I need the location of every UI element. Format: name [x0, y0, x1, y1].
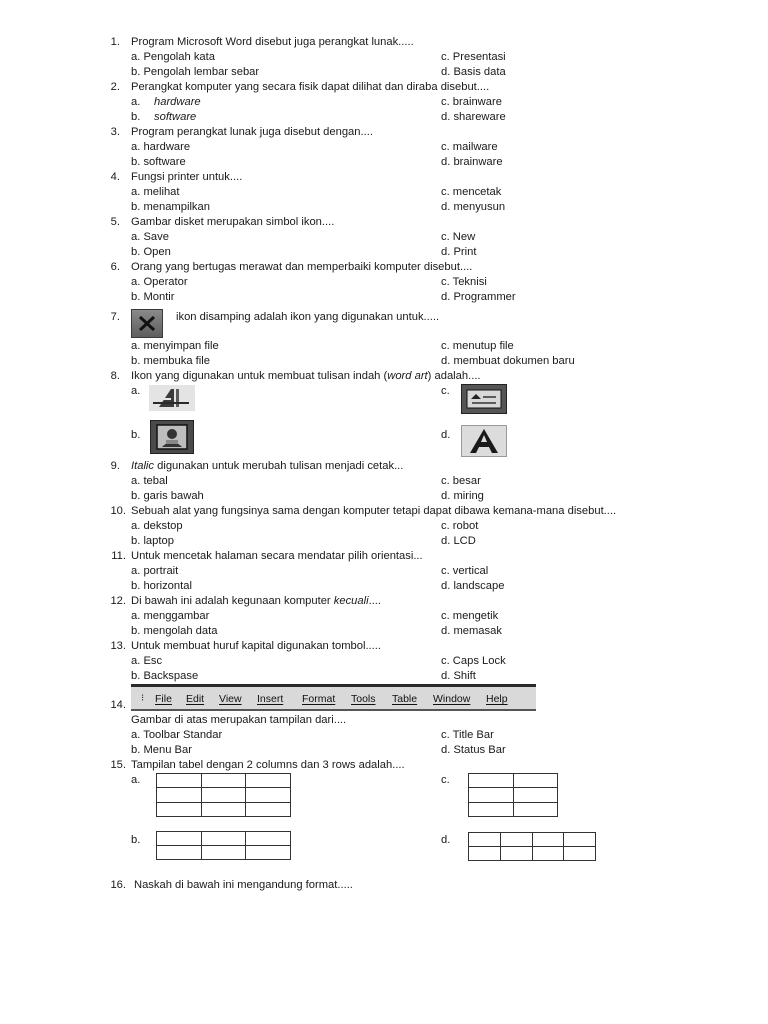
menu-table: Table — [392, 693, 418, 705]
q13-option-c: c. Caps Lock — [441, 655, 506, 667]
q1-option-d: d. Basis data — [441, 66, 506, 78]
q15-text: Tampilan tabel dengan 2 columns dan 3 rows adalah.... — [131, 759, 405, 771]
q2-option-b: software — [154, 111, 197, 123]
q12-option-b: b. mengolah data — [131, 625, 218, 637]
q14-text: Gambar di atas merupakan tampilan dari.... — [131, 714, 347, 726]
q2-option-a-prefix: a. — [131, 96, 141, 108]
q8-option-c: c. — [441, 385, 450, 397]
q1-option-b: b. Pengolah lembar sebar — [131, 66, 260, 78]
q1-text: Program Microsoft Word disebut juga perangkat lunak..... — [131, 36, 414, 48]
q8-text — [131, 369, 481, 383]
q10-text: Sebuah alat yang fungsinya sama dengan komputer tetapi dapat dibawa kemana-mana disebut.... — [131, 505, 617, 517]
q7-text: ikon disamping adalah ikon yang digunakan untuk..... — [176, 311, 440, 323]
menu-bar-image — [131, 684, 536, 711]
q12-number: 12. — [110, 595, 126, 607]
q3-option-b: b. software — [131, 156, 186, 168]
q4-number: 4. — [110, 171, 120, 183]
q6-option-d: d. Programmer — [441, 291, 516, 303]
q9-text-italic: Italic — [131, 460, 155, 472]
q11-option-b: b. horizontal — [131, 580, 192, 592]
q12-text-pre: Di bawah ini adalah kegunaan komputer — [131, 595, 334, 607]
q2-option-c: c. brainware — [441, 96, 502, 108]
q11-option-c: c. vertical — [441, 565, 489, 577]
q10-option-b: b. laptop — [131, 535, 174, 547]
q6-number: 6. — [110, 261, 120, 273]
q2-option-a: hardware — [154, 96, 201, 108]
q7-option-d: d. membuat dokumen baru — [441, 355, 575, 367]
q10-number: 10. — [110, 505, 126, 517]
q14-option-c: c. Title Bar — [441, 729, 494, 741]
q12-text-post: .... — [368, 595, 382, 607]
q15-option-d: d. — [441, 834, 451, 846]
q15-option-b: b. — [131, 834, 141, 846]
q4-option-d: d. menyusun — [441, 201, 506, 213]
q9-option-d: d. miring — [441, 490, 484, 502]
text-box-icon — [461, 384, 507, 414]
menu-view: View — [219, 693, 242, 705]
q11-option-d: d. landscape — [441, 580, 505, 592]
q13-option-a: a. Esc — [131, 655, 163, 667]
q7-number: 7. — [110, 311, 120, 323]
q9-text-post: digunakan untuk merubah tulisan menjadi cetak... — [154, 460, 404, 472]
q6-option-b: b. Montir — [131, 291, 175, 303]
q16-text: Naskah di bawah ini mengandung format..... — [134, 879, 353, 891]
q13-text: Untuk membuat huruf kapital digunakan tombol..... — [131, 640, 381, 652]
q11-text: Untuk mencetak halaman secara mendatar pilih orientasi... — [131, 550, 423, 562]
q9-text — [131, 459, 403, 473]
menu-window: Window — [433, 693, 471, 705]
q5-option-b: b. Open — [131, 246, 171, 258]
q3-option-c: c. mailware — [441, 141, 498, 153]
q8-option-b: b. — [131, 429, 141, 441]
q2-option-d: d. shareware — [441, 111, 506, 123]
q3-option-a: a. hardware — [131, 141, 191, 153]
q13-number: 13. — [110, 640, 126, 652]
q12-text — [131, 594, 381, 608]
q15-option-a: a. — [131, 774, 141, 786]
q9-number: 9. — [110, 460, 120, 472]
q9-option-c: c. besar — [441, 475, 481, 487]
q13-option-d: d. Shift — [441, 670, 476, 682]
q5-option-d: d. Print — [441, 246, 477, 258]
q2-number: 2. — [110, 81, 120, 93]
q14-option-b: b. Menu Bar — [131, 744, 192, 756]
q16-number: 16. — [110, 879, 126, 891]
q7-option-a: a. menyimpan file — [131, 340, 219, 352]
wordart-letter-a-icon — [461, 425, 507, 457]
q13-option-b: b. Backspase — [131, 670, 199, 682]
menu-format: Format — [302, 693, 336, 705]
q8-number: 8. — [110, 370, 120, 382]
q11-number: 11. — [111, 550, 126, 562]
menu-help: Help — [486, 693, 508, 705]
menu-edit: Edit — [186, 693, 205, 705]
q5-option-c: c. New — [441, 231, 476, 243]
q6-option-a: a. Operator — [131, 276, 188, 288]
q12-option-d: d. memasak — [441, 625, 502, 637]
q4-option-b: b. menampilkan — [131, 201, 210, 213]
q4-option-a: a. melihat — [131, 186, 180, 198]
q5-text: Gambar disket merupakan simbol ikon.... — [131, 216, 335, 228]
q4-option-c: c. mencetak — [441, 186, 502, 198]
q3-option-d: d. brainware — [441, 156, 503, 168]
q5-option-a: a. Save — [131, 231, 169, 243]
q7-option-b: b. membuka file — [131, 355, 210, 367]
q3-text: Program perangkat lunak juga disebut dengan.... — [131, 126, 373, 138]
q5-number: 5. — [110, 216, 120, 228]
table-option-a — [156, 773, 291, 817]
q12-option-c: c. mengetik — [441, 610, 499, 622]
q8-text-post: ) adalah.... — [427, 370, 481, 382]
q12-text-italic: kecuali — [333, 595, 369, 607]
menu-file: File — [155, 693, 172, 705]
q14-option-a: a. Toolbar Standar — [131, 729, 223, 741]
q11-option-a: a. portrait — [131, 565, 179, 577]
table-option-d — [468, 832, 596, 861]
q8-option-d: d. — [441, 429, 451, 441]
table-option-c — [468, 773, 558, 817]
q7-option-c: c. menutup file — [441, 340, 514, 352]
q8-text-pre: Ikon yang digunakan untuk membuat tulisan indah ( — [131, 370, 388, 382]
q8-option-a: a. — [131, 385, 141, 397]
q4-text: Fungsi printer untuk.... — [131, 171, 243, 183]
q8-text-italic: word art — [387, 370, 428, 382]
menu-grip: ⁝ — [141, 693, 145, 704]
q3-number: 3. — [110, 126, 120, 138]
q1-number: 1. — [110, 36, 120, 48]
q10-option-c: c. robot — [441, 520, 479, 532]
q12-option-a: a. menggambar — [131, 610, 210, 622]
q2-option-b-prefix: b. — [131, 111, 141, 123]
table-option-b — [156, 831, 291, 860]
q2-text: Perangkat komputer yang secara fisik dapat dilihat dan diraba disebut.... — [131, 81, 490, 93]
q15-option-c: c. — [441, 774, 450, 786]
wordart-text-icon — [149, 385, 195, 411]
q15-number: 15. — [110, 759, 126, 771]
q6-option-c: c. Teknisi — [441, 276, 487, 288]
menu-insert: Insert — [257, 693, 284, 705]
q14-number: 14. — [110, 699, 126, 711]
q9-option-a: a. tebal — [131, 475, 168, 487]
close-x-icon — [131, 309, 163, 338]
q1-option-c: c. Presentasi — [441, 51, 506, 63]
q6-text: Orang yang bertugas merawat dan memperbaiki komputer disebut.... — [131, 261, 473, 273]
menu-tools: Tools — [351, 693, 376, 705]
q10-option-a: a. dekstop — [131, 520, 183, 532]
q1-option-a: a. Pengolah kata — [131, 51, 215, 63]
q9-option-b: b. garis bawah — [131, 490, 204, 502]
wordart-gallery-icon — [150, 420, 194, 454]
q10-option-d: d. LCD — [441, 535, 476, 547]
q14-option-d: d. Status Bar — [441, 744, 506, 756]
